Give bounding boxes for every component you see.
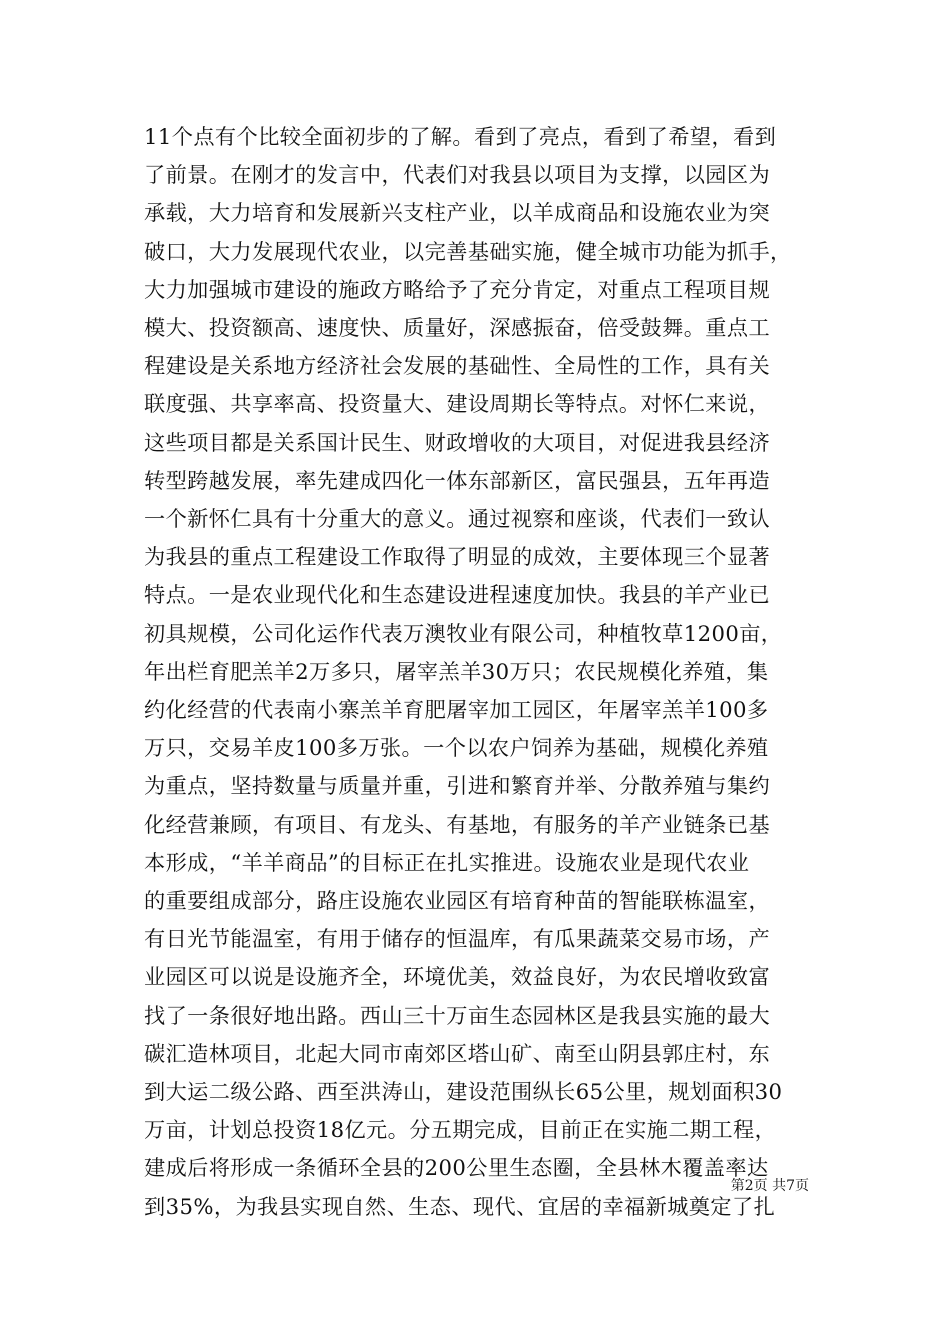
- text-line: 程建设是关系地方经济社会发展的基础性、全局性的工作，具有关: [144, 353, 771, 379]
- text-line: 联度强、共享率高、投资量大、建设周期长等特点。对怀仁来说，: [144, 391, 771, 417]
- text-line: 大力加强城市建设的施政方略给予了充分肯定，对重点工程项目规: [144, 276, 771, 302]
- text-line: 有日光节能温室，有用于储存的恒温库，有瓜果蔬菜交易市场，产: [144, 926, 771, 952]
- text-line: 一个新怀仁具有十分重大的意义。通过视察和座谈，代表们一致认: [144, 506, 771, 532]
- text-line: 化经营兼顾，有项目、有龙头、有基地，有服务的羊产业链条已基: [144, 811, 771, 837]
- text-line: 11个点有个比较全面初步的了解。看到了亮点，看到了希望，看到: [144, 124, 777, 149]
- page-number-footer: 第2页 共7页: [730, 1178, 809, 1194]
- text-line: 建成后将形成一条循环全县的200公里生态圈，全县林木覆盖率达: [144, 1155, 769, 1181]
- text-line: 万只，交易羊皮100多万张。一个以农户饲养为基础，规模化养殖: [144, 735, 769, 761]
- text-line: 模大、投资额高、速度快、质量好，深感振奋，倍受鼓舞。重点工: [144, 315, 771, 341]
- text-line: 了前景。在刚才的发言中，代表们对我县以项目为支撑，以园区为: [144, 162, 771, 188]
- text-line: 为重点，坚持数量与质量并重，引进和繁育并举、分散养殖与集约: [144, 773, 771, 799]
- text-line: 到大运二级公路、西至洪涛山，建设范围纵长65公里，规划面积30: [144, 1079, 783, 1105]
- text-line: 破口，大力发展现代农业，以完善基础实施，健全城市功能为抓手，: [144, 238, 792, 264]
- text-line: 万亩，计划总投资18亿元。分五期完成，目前正在实施二期工程，: [144, 1117, 777, 1143]
- text-line: 年出栏育肥羔羊2万多只，屠宰羔羊30万只；农民规模化养殖，集: [144, 658, 769, 684]
- text-line: 到35%，为我县实现自然、生态、现代、宜居的幸福新城奠定了扎: [144, 1193, 776, 1219]
- text-line: 约化经营的代表南小寨羔羊育肥屠宰加工园区，年屠宰羔羊100多: [144, 697, 769, 723]
- text-line: 本形成，“羊羊商品”的目标正在扎实推进。设施农业是现代农业: [144, 849, 750, 875]
- text-line: 这些项目都是关系国计民生、财政增收的大项目，对促进我县经济: [144, 429, 771, 455]
- text-line: 碳汇造林项目，北起大同市南郊区塔山矿、南至山阴县郭庄村，东: [144, 1040, 771, 1066]
- text-line: 初具规模，公司化运作代表万澳牧业有限公司，种植牧草1200亩，: [144, 620, 783, 646]
- text-line: 为我县的重点工程建设工作取得了明显的成效，主要体现三个显著: [144, 544, 771, 570]
- text-line: 找了一条很好地出路。西山三十万亩生态园林区是我县实施的最大: [144, 1002, 771, 1028]
- text-line: 业园区可以说是设施齐全，环境优美，效益良好，为农民增收致富: [144, 964, 771, 990]
- text-line: 特点。一是农业现代化和生态建设进程速度加快。我县的羊产业已: [144, 582, 771, 608]
- text-line: 转型跨越发展，率先建成四化一体东部新区，富民强县，五年再造: [144, 467, 771, 493]
- text-line: 承载，大力培育和发展新兴支柱产业，以羊成商品和设施农业为突: [144, 200, 771, 226]
- body-text: [144, 118, 809, 1226]
- text-line: 的重要组成部分，路庄设施农业园区有培育种苗的智能联栋温室，: [144, 888, 771, 914]
